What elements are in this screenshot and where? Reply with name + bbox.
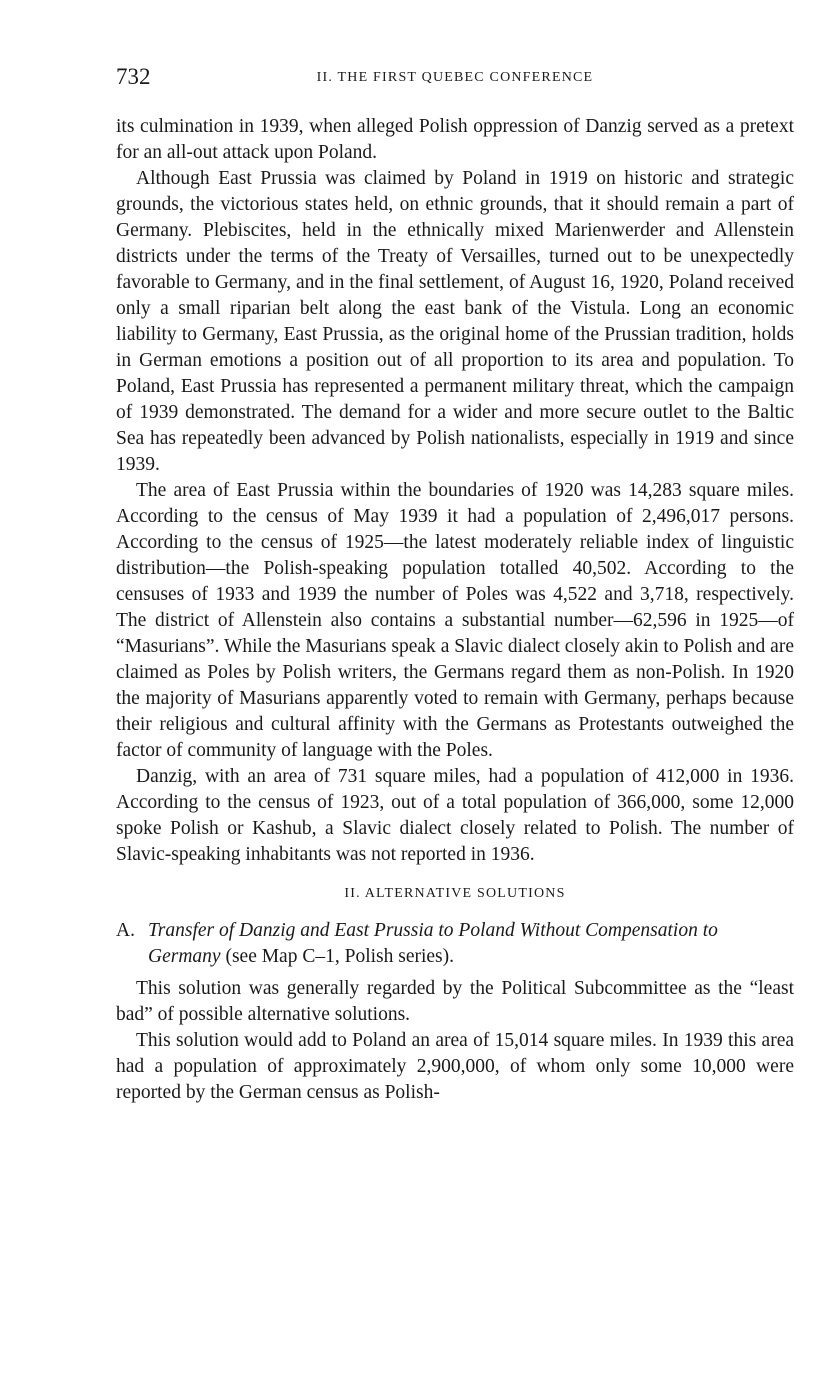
paragraph-east-prussia-population: The area of East Prussia within the boundaries of 1920 was 14,283 square miles. According to the census of May 1939 it had a population of 2,496,017 persons. According to the census of 1925—the latest moderately reliable index of linguistic distribution—the Polish-speaking population totalled 40,502. According to the censuses of 1933 and 1939 the number of Poles was 4,522 and 3,718, respectively. The district of Allenstein also contains a substantial number—62,596 in 1925—of “Masurians”. While the Masurians speak a Slavic dialect closely akin to Polish and are claimed as Poles by Polish writers, the Germans regard them as non-Polish. In 1920 the majority of Masurians apparently voted to remain with Germany, perhaps because their religious and cultural affinity with the Germans as Protestants outweighed the factor of community of language with the Poles. [116,480,794,761]
subsection-reference: (see Map C–1, Polish series). [220,946,455,967]
page-header [116,64,794,94]
paragraph-least-bad: This solution was generally regarded by the Political Subcommittee as the “least bad” of possible alternative solutions. [116,978,794,1025]
paragraph-danzig-population: Danzig, with an area of 731 square miles, had a population of 412,000 in 1936. According to the census of 1923, out of a total population of 366,000, some 12,000 spoke Polish or Kashub, a Slavic dialect closely related to Polish. The number of Slavic-speaking inhabitants was not reported in 1936. [116,766,794,865]
section-heading: II. ALTERNATIVE SOLUTIONS [344,886,566,901]
paragraph-east-prussia-claims: Although East Prussia was claimed by Poland in 1919 on historic and strategic grounds, the victorious states held, on ethnic grounds, that it should remain a part of Germany. Plebiscites, held in the ethnically mixed Marienwerder and Allenstein districts under the terms of the Treaty of Versailles, turned out to be unexpectedly favorable to Germany, and in the final settlement, of August 16, 1920, Poland received only a small riparian belt along the east bank of the Vistula. Long an economic liability to Germany, East Prussia, as the original home of the Prussian tradition, holds in German emotions a position out of all proportion to its area and population. To Poland, East Prussia has represented a permanent military threat, which the campaign of 1939 demonstrated. The demand for a wider and more secure outlet to the Baltic Sea has repeatedly been advanced by Polish nationalists, especially in 1919 and since 1939. [116,168,794,475]
paragraph-area-addition: This solution would add to Poland an area of 15,014 square miles. In 1939 this area had a population of approximately 2,900,000, of whom only some 10,000 were reported by the German census as Polish- [116,1030,794,1103]
subsection-letter: A. [116,920,135,941]
page-number: 732 [116,64,151,89]
running-head: II. THE FIRST QUEBEC CONFERENCE [316,70,594,85]
subsection-title: Transfer of Danzig and East Prussia to Poland Without Compensation to Germany [148,920,718,967]
paragraph-continuation: its culmination in 1939, when alleged Polish oppression of Danzig served as a pretext for an all-out attack upon Poland. [116,116,794,163]
subsection-heading [116,918,794,970]
body-text [116,114,794,1106]
